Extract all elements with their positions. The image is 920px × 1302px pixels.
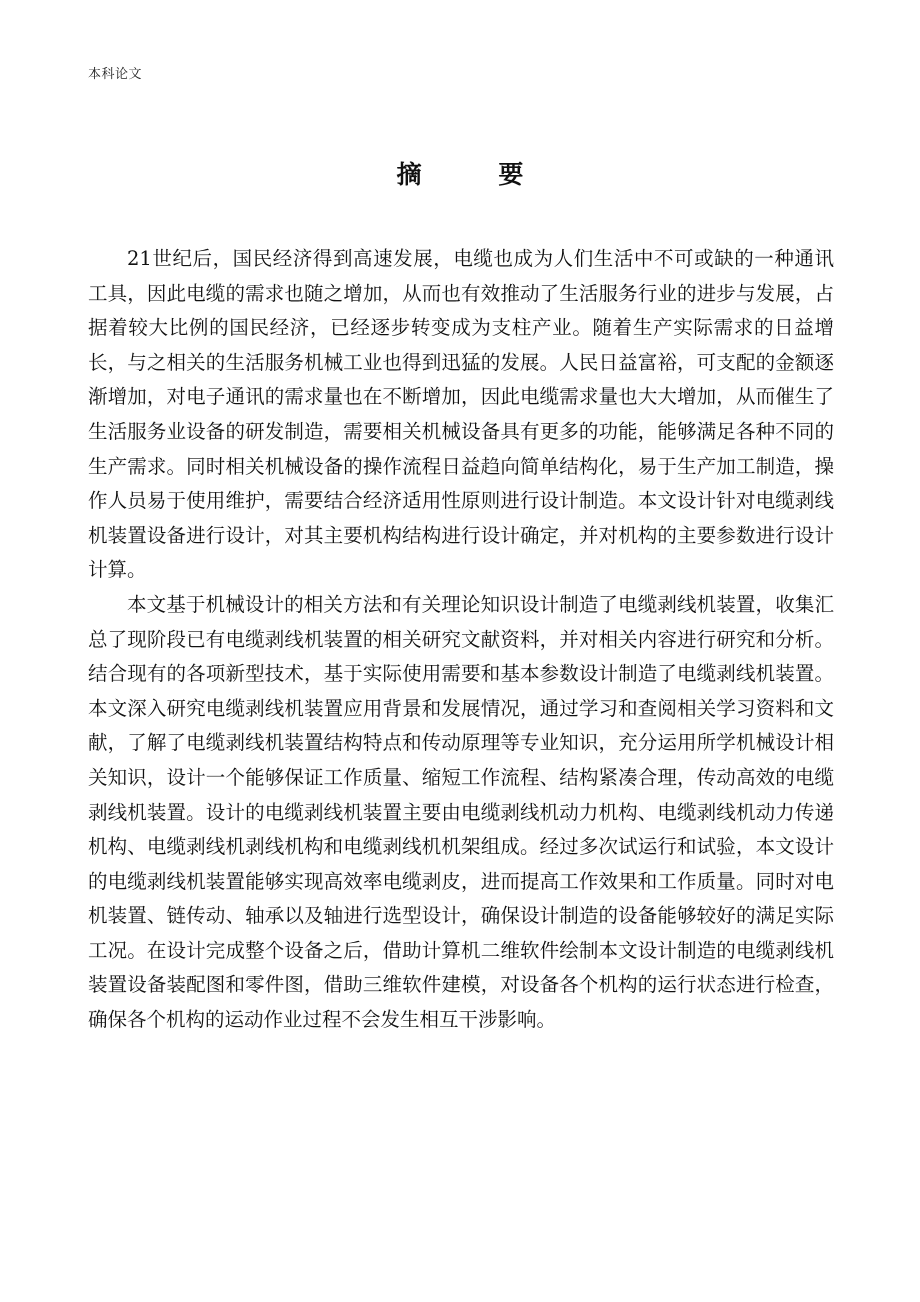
abstract-paragraph-2: 本文基于机械设计的相关方法和有关理论知识设计制造了电缆剥线机装置，收集汇总了现阶段已有电缆剥线机装置的相关研究文献资料，并对相关内容进行研究和分析。结合现有的各项新型技术，基于实际使用需要和基本参数设计制造了电缆剥线机装置。本文深入研究电缆剥线机装置应用背景和发展情况，通过学习和查阅相关学习资料和文献，了解了电缆剥线机装置结构特点和传动原理等专业知识，充分运用所学机械设计相关知识，设计一个能够保证工作质量、缩短工作流程、结构紧凑合理，传动高效的电缆剥线机装置。设计的电缆剥线机装置主要由电缆剥线机动力机构、电缆剥线机动力传递机构、电缆剥线机剥线机构和电缆剥线机机架组成。经过多次试运行和试验，本文设计的电缆剥线机装置能够实现高效率电缆剥皮，进而提高工作效果和工作质量。同时对电机装置、链传动、轴承以及轴进行选型设计，确保设计制造的设备能够较好的满足实际工况。在设计完成整个设备之后，借助计算机二维软件绘制本文设计制造的电缆剥线机装置设备装配图和零件图，借助三维软件建模，对设备各个机构的运行状态进行检查，确保各个机构的运动作业过程不会发生相互干涉影响。 [88, 592, 834, 1032]
abstract-body [88, 242, 834, 1038]
abstract-paragraph-1: 21世纪后，国民经济得到高速发展，电缆也成为人们生活中不可或缺的一种通讯工具，因此电缆的需求也随之增加，从而也有效推动了生活服务行业的进步与发展，占据着较大比例的国民经济，已经逐步转变成为支柱产业。随着生产实际需求的日益增长，与之相关的生活服务机械工业也得到迅猛的发展。人民日益富裕，可支配的金额逐渐增加，对电子通讯的需求量也在不断增加，因此电缆需求量也大大增加，从而催生了生活服务业设备的研发制造，需要相关机械设备具有更多的功能，能够满足各种不同的生产需求。同时相关机械设备的操作流程日益趋向简单结构化，易于生产加工制造，操作人员易于使用维护，需要结合经济适用性原则进行设计制造。本文设计针对电缆剥线机装置设备进行设计，对其主要机构结构进行设计确定，并对机构的主要参数进行设计计算。 [88, 247, 834, 582]
running-header: 本科论文 [88, 67, 143, 82]
abstract-title: 摘 要 [396, 160, 558, 189]
